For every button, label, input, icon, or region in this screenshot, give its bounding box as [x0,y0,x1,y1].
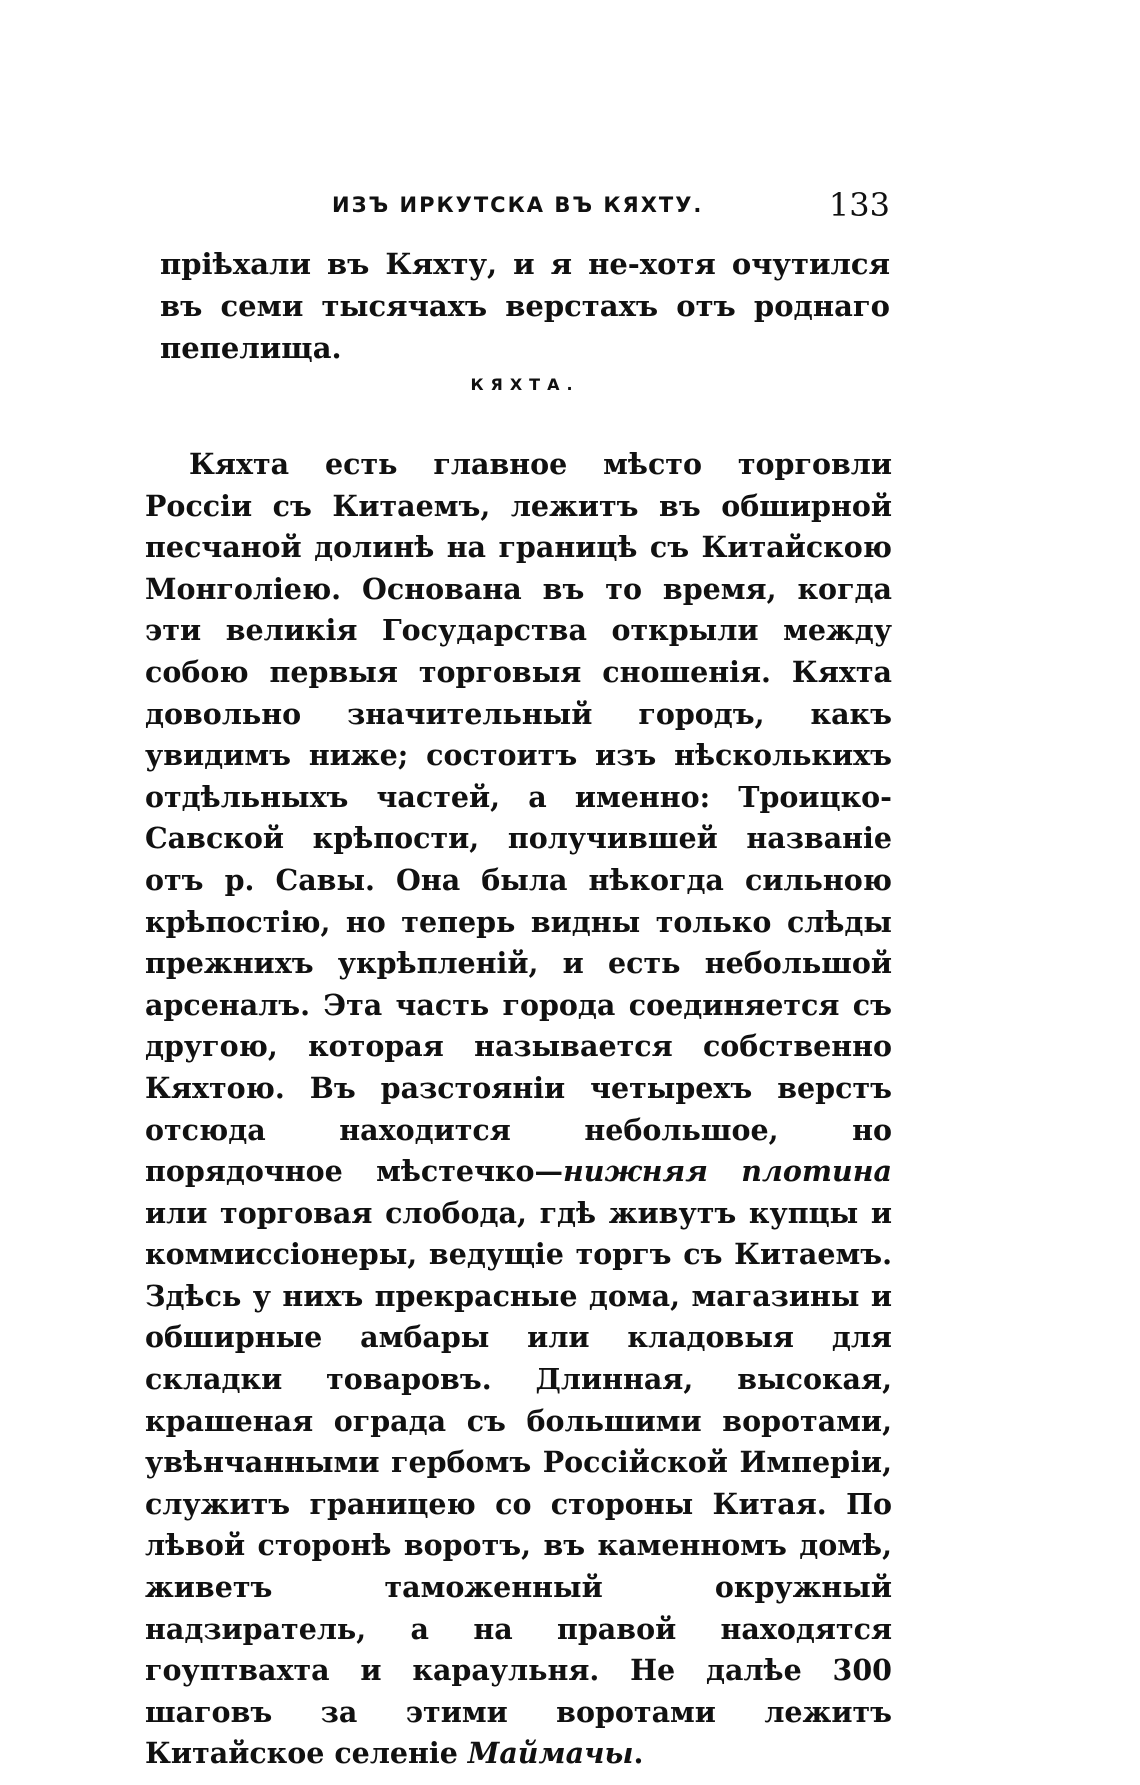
italic-term-lower-dam: нижняя плотина [563,1154,892,1189]
italic-term-maimachin: Маймачы [467,1736,634,1771]
section-heading: КЯХТА. [470,375,580,394]
running-head [160,185,890,225]
body-paragraph [145,444,892,1775]
body-text-part-1: Кяхта есть главное мѣсто торговли Россiи съ Китаемъ, лежитъ въ обширной песчаной долинѣ на границѣ съ Китайскою Монголiею. Основана въ то время, когда эти великiя Государства открыли между собою первыя торговыя сношенiя. Кяхта довольно значительный городъ, какъ увидимъ ниже; состоитъ изъ нѣсколькихъ отдѣльныхъ частей, а именно: Троицко-Савской крѣпости, получившей названiе отъ р. Савы. Она была нѣкогда сильною крѣпостiю, но теперь видны только слѣды прежнихъ укрѣпленiй, и есть небольшой арсеналъ. Эта часть города соединяется съ другою, которая называется собственно Кяхтою. Въ разстоянiи четырехъ верстъ отсюда находится небольшое, но порядочное мѣстечко— [145,447,892,1189]
body-text-part-3: . [633,1736,644,1771]
body-text-part-2: или торговая слобода, гдѣ живутъ купцы и коммиссiонеры, ведущiе торгъ съ Китаемъ. Здѣсь у нихъ прекрасные дома, магазины и обширные амбары или кладовыя для складки товаровъ. Длинная, высокая, крашеная ограда съ большими воротами, увѣнчанными гербомъ Россiйской Имперiи, служитъ границею со стороны Китая. По лѣвой сторонѣ воротъ, въ каменномъ домѣ, живетъ таможенный окружный надзиратель, а на правой находятся гоуптвахта и караульня. Не далѣе 300 шаговъ за этими воротами лежитъ Китайское селенiе [145,1195,892,1771]
page-number: 133 [828,186,890,224]
carry-over-paragraph: прiѣхали въ Кяхту, и я не-хотя очутился въ семи тысячахъ верстахъ отъ роднаго пепелища. [160,247,890,365]
running-title: ИЗЪ ИРКУТСКА ВЪ КЯХТУ. [332,193,704,217]
